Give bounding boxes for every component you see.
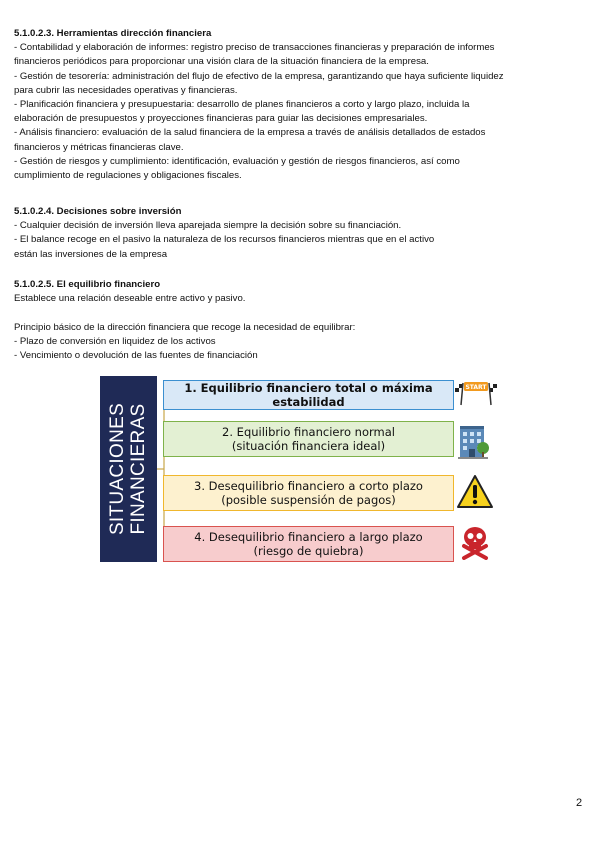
text-line: cumplimiento de regulaciones y obligaciones fiscales.	[14, 170, 242, 182]
text-line: - Vencimiento o devolución de las fuentes de financiación	[14, 350, 258, 362]
section-heading: 5.1.0.2.5. El equilibrio financiero	[14, 279, 161, 290]
situation-box-4	[163, 526, 454, 562]
text-line: financieros periódicos para proporcionar una visión clara de la situación financiera de la empresa.	[14, 56, 429, 68]
situation-box-3	[163, 475, 454, 511]
text-line: Establece una relación deseable entre activo y pasivo.	[14, 293, 246, 305]
section-equilibrio-financiero	[14, 278, 586, 306]
start-label: START	[465, 384, 487, 391]
side-title-line: FINANCIERAS	[128, 403, 149, 535]
section-principio-basico	[14, 321, 586, 364]
text-line: financieros y métricas financieras clave.	[14, 141, 184, 153]
situation-title: 3. Desequilibrio financiero a corto plazo	[194, 479, 423, 493]
text-line: Principio básico de la dirección financiera que recoge la necesidad de equilibrar:	[14, 322, 356, 333]
section-heading: 5.1.0.2.4. Decisiones sobre inversión	[14, 206, 182, 217]
situation-subtitle: (posible suspensión de pagos)	[221, 493, 396, 507]
bracket-connector	[100, 376, 170, 566]
section-herramientas	[14, 27, 586, 183]
text-line: - El balance recoge en el pasivo la naturaleza de los recursos financieros mientras que en el activo	[14, 234, 435, 246]
situation-box-2	[163, 421, 454, 457]
page-number: 2	[576, 797, 583, 809]
section-heading: 5.1.0.2.3. Herramientas dirección financiera	[14, 28, 212, 39]
start-flag-icon	[452, 378, 500, 406]
warning-icon	[456, 474, 494, 510]
text-line: - Gestión de tesorería: administración del flujo de efectivo de la empresa, garantizando que haya suficiente liquidez	[14, 70, 504, 82]
text-line: - Contabilidad y elaboración de informes: registro preciso de transacciones financieras y preparación de informes	[14, 42, 495, 54]
situaciones-financieras-diagram	[100, 376, 510, 566]
situation-subtitle: (situación financiera ideal)	[231, 439, 386, 453]
section-decisiones-inversion	[14, 205, 586, 262]
text-line: - Gestión de riesgos y cumplimiento: identificación, evaluación y gestión de riesgos financieros, así como	[14, 155, 460, 167]
situation-title: 1. Equilibrio financiero total o máxima estabilidad	[184, 381, 433, 409]
situation-title: 2. Equilibrio financiero normal	[222, 425, 395, 439]
skull-icon	[458, 524, 492, 560]
text-line: para cubrir las necesidades operativas y financieras.	[14, 84, 238, 96]
side-title-line: SITUACIONES	[107, 402, 128, 536]
building-icon	[456, 418, 492, 460]
text-line: - Análisis financiero: evaluación de la salud financiera de la empresa a través de análisis detallados de estados	[14, 127, 486, 139]
situation-box-1	[163, 380, 454, 410]
text-line: - Plazo de conversión en liquidez de los activos	[14, 336, 216, 348]
text-line: - Cualquier decisión de inversión lleva aparejada siempre la decisión sobre su financiación.	[14, 220, 402, 232]
situation-title: 4. Desequilibrio financiero a largo plazo	[194, 530, 423, 544]
text-line: están las inversiones de la empresa	[14, 248, 168, 260]
situation-subtitle: (riesgo de quiebra)	[253, 544, 364, 558]
text-line: elaboración de presupuestos y proyecciones financieras para guiar las decisiones empresariales.	[14, 113, 428, 125]
text-line: - Planificación financiera y presupuestaria: desarrollo de planes financieros a corto y largo plazo, incluida la	[14, 99, 470, 111]
